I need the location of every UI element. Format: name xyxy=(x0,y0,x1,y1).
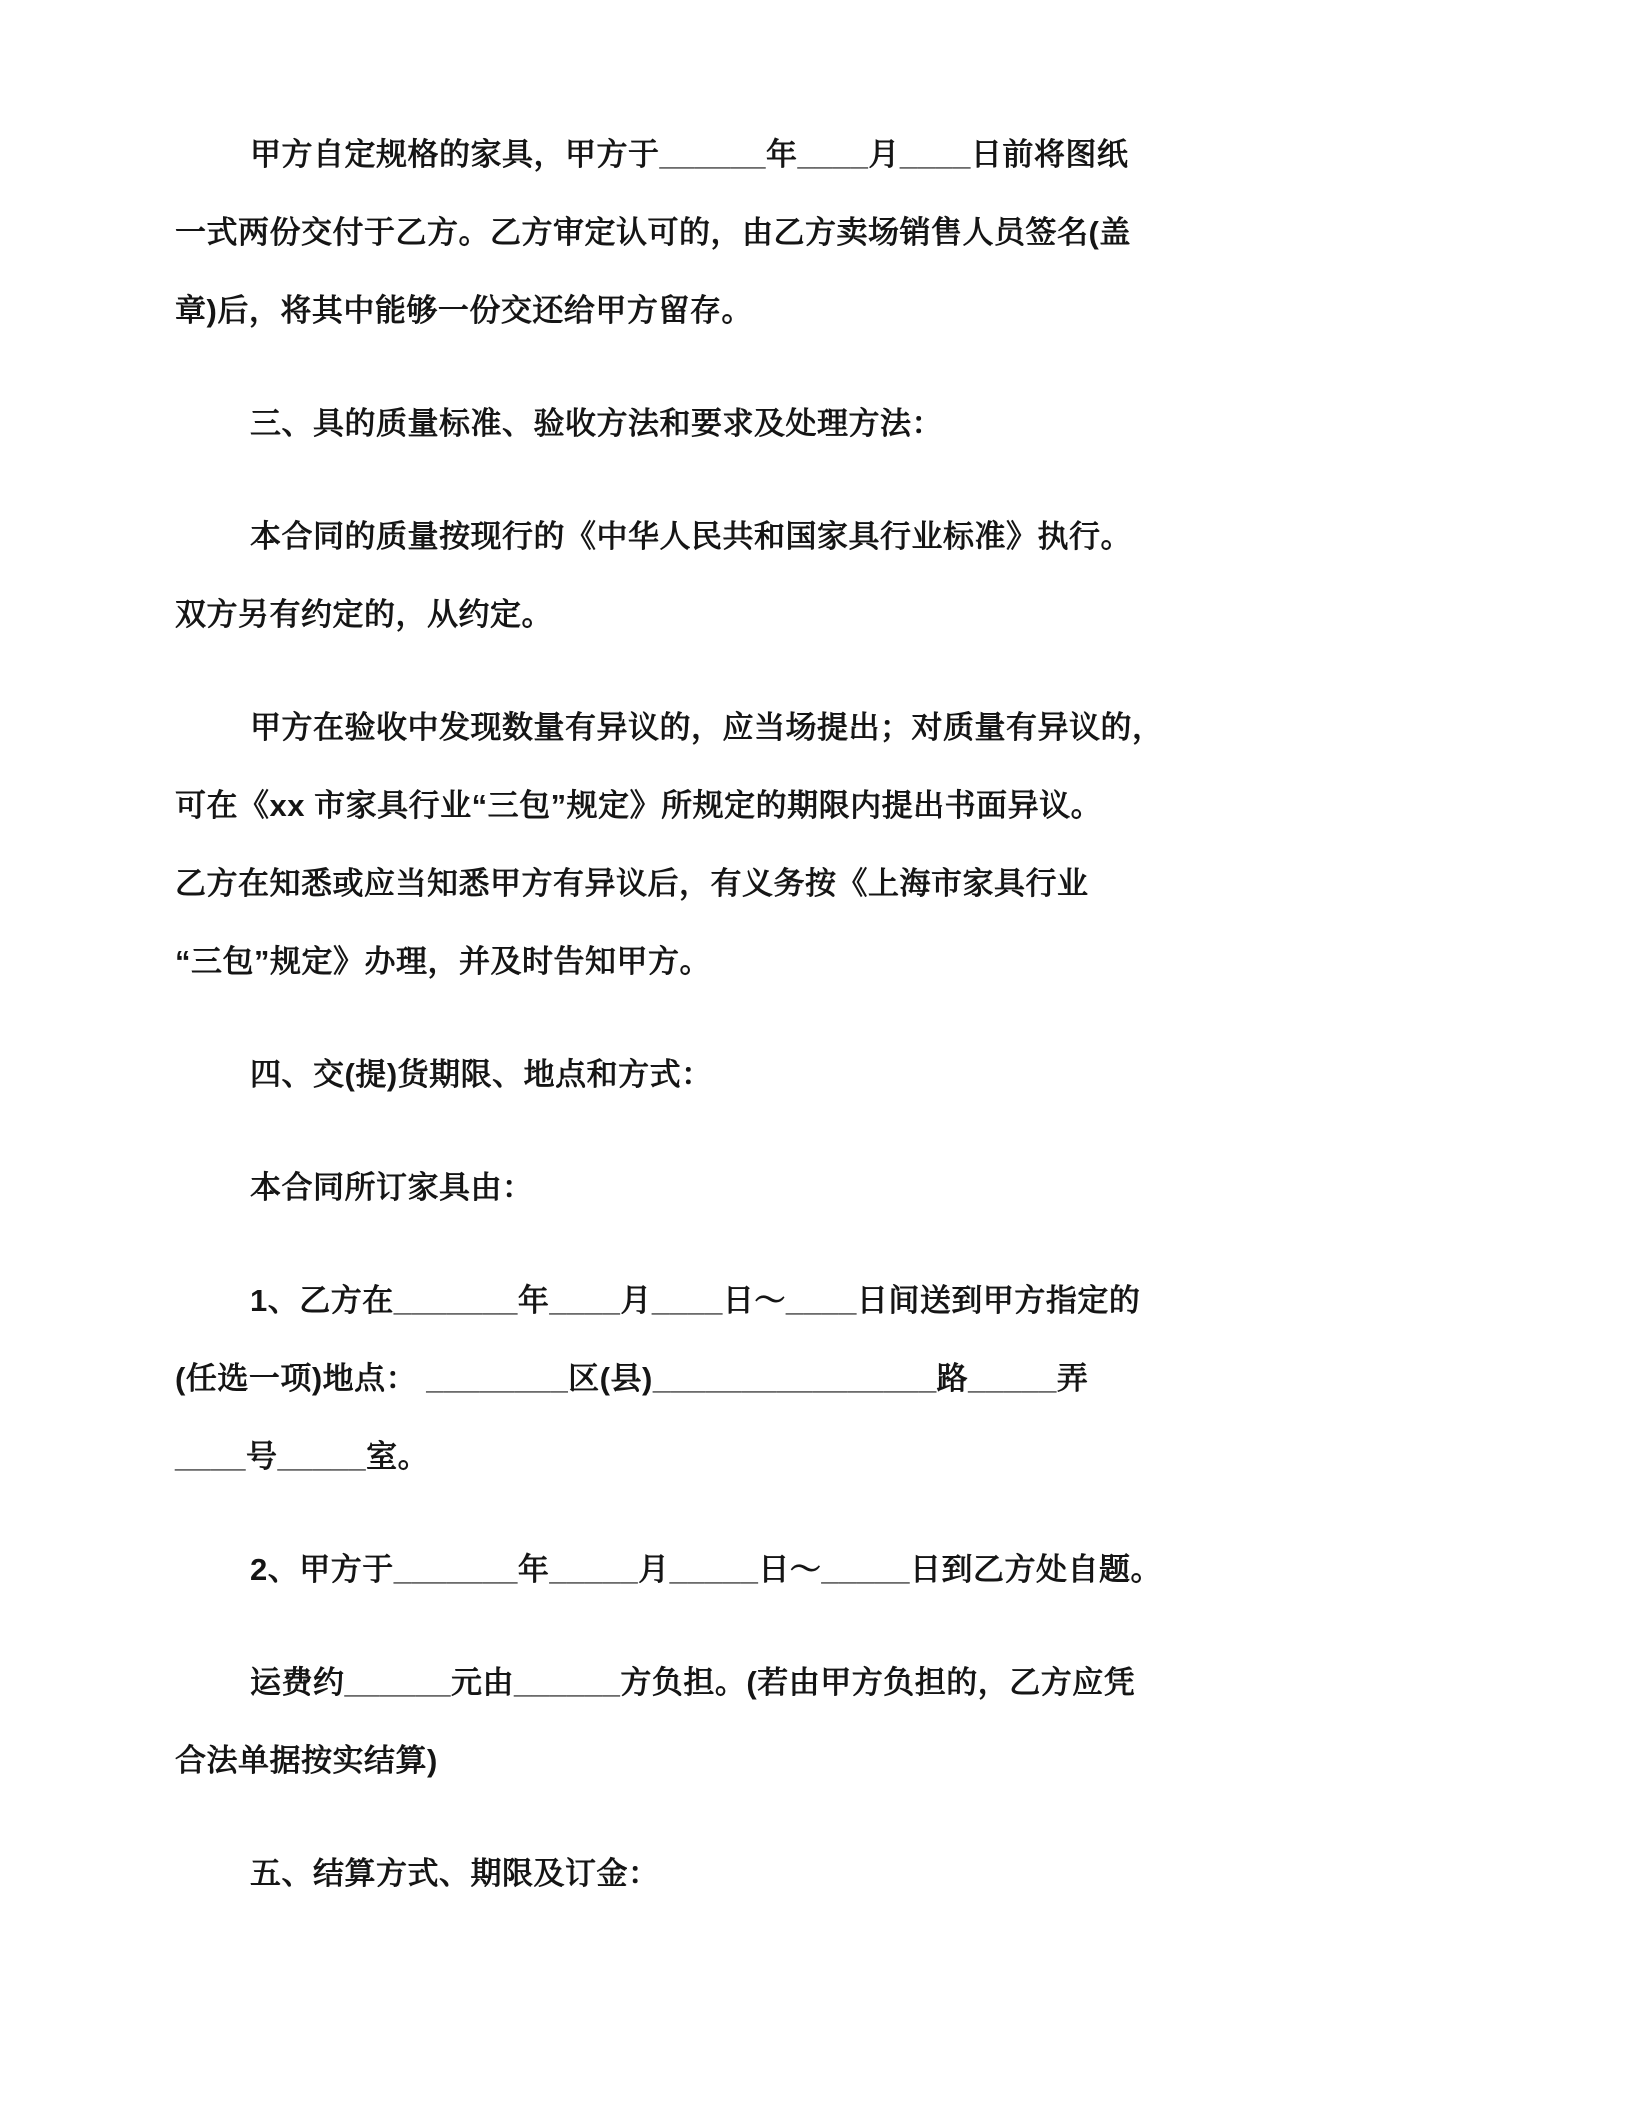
text-line: 运费约______元由______方负担。(若由甲方负担的，乙方应凭 xyxy=(250,1665,1136,1700)
text-line: 合法单据按实结算) xyxy=(175,1743,438,1778)
paragraph-furniture-ordered-by xyxy=(175,1149,1472,1227)
text-line: 甲方在验收中发现数量有异议的，应当场提出；对质量有异议的， xyxy=(250,710,1164,745)
paragraph-drawings-delivery xyxy=(175,116,1472,350)
text-line: 甲方自定规格的家具，甲方于______年____月____日前将图纸 xyxy=(250,137,1129,172)
text-line: 五、结算方式、期限及订金： xyxy=(250,1856,660,1891)
paragraph-freight-cost xyxy=(175,1644,1472,1800)
heading-section-4 xyxy=(175,1036,1472,1114)
text-line: 1、乙方在_______年____月____日～____日间送到甲方指定的 xyxy=(250,1283,1141,1318)
text-line: 本合同所订家具由： xyxy=(250,1170,534,1205)
text-line: 章)后，将其中能够一份交还给甲方留存。 xyxy=(175,293,753,328)
text-line: 三、具的质量标准、验收方法和要求及处理方法： xyxy=(250,406,943,441)
text-line: 双方另有约定的，从约定。 xyxy=(175,597,553,632)
text-line: ____号_____室。 xyxy=(175,1439,430,1474)
text-line: 四、交(提)货期限、地点和方式： xyxy=(250,1057,713,1092)
paragraph-quality-standard xyxy=(175,498,1472,654)
text-line: 本合同的质量按现行的《中华人民共和国家具行业标准》执行。 xyxy=(250,519,1132,554)
heading-section-5 xyxy=(175,1835,1472,1913)
paragraph-pickup-option-2 xyxy=(175,1531,1472,1609)
text-line: 2、甲方于_______年_____月_____日～_____日到乙方处自题。 xyxy=(250,1552,1163,1587)
text-line: 乙方在知悉或应当知悉甲方有异议后，有义务按《上海市家具行业 xyxy=(175,866,1089,901)
paragraph-inspection-objection xyxy=(175,689,1472,1001)
text-line: (任选一项)地点： ________区(县)________________路_____弄 xyxy=(175,1361,1089,1396)
paragraph-delivery-option-1 xyxy=(175,1262,1472,1496)
text-line: 一式两份交付于乙方。乙方审定认可的，由乙方卖场销售人员签名(盖 xyxy=(175,215,1131,250)
heading-section-3 xyxy=(175,385,1472,463)
text-line: 可在《xx 市家具行业“三包”规定》所规定的期限内提出书面异议。 xyxy=(175,788,1103,823)
text-line: “三包”规定》办理，并及时告知甲方。 xyxy=(175,944,711,979)
